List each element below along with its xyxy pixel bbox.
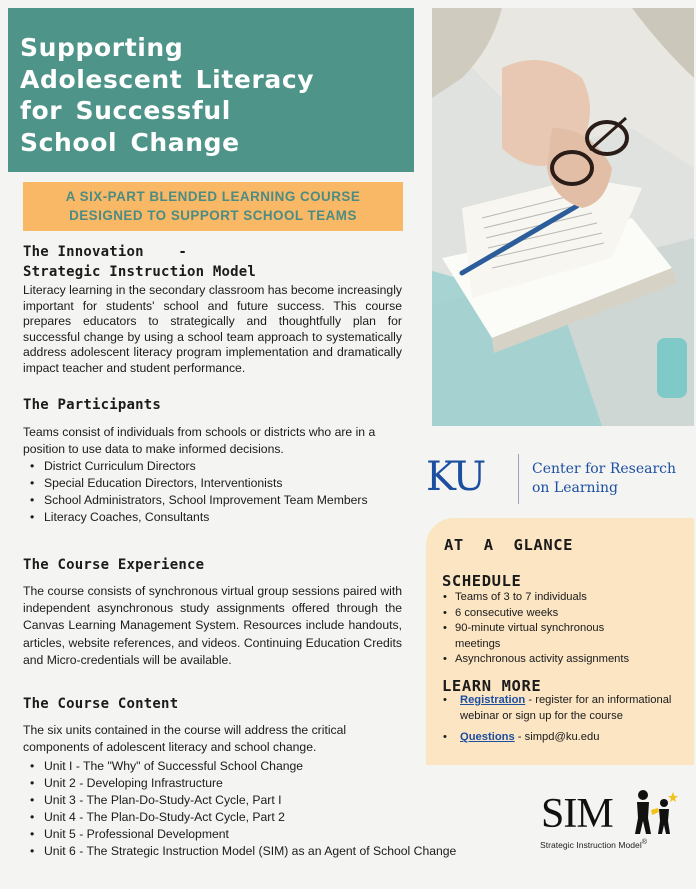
title-line: Adolescent Literacy (20, 64, 315, 94)
ku-letters: KU (426, 454, 485, 500)
sim-word: SIM (541, 791, 613, 837)
experience-heading: The Course Experience (23, 557, 205, 573)
schedule-list (442, 590, 690, 668)
logo-divider (518, 454, 519, 504)
innovation-subheading: Strategic Instruction Model (23, 264, 256, 280)
sim-logo (531, 780, 688, 864)
ku-logo (426, 452, 688, 508)
participants-list (30, 458, 410, 526)
registration-link[interactable]: Registration (460, 694, 526, 706)
list-item: • School Administrators, School Improvement Team Members (30, 492, 370, 509)
innovation-body: Literacy learning in the secondary classroom has become increasingly important for students' school and future success. This course prepares educators to strategically and thoughtfully plan for successful change by using a school team approach to systematically address adolescent literacy program implementation and dramatically impact teacher and student performance. (23, 283, 402, 375)
list-item: • Unit 2 - Developing Infrastructure (30, 775, 500, 792)
list-item: • Unit 3 - The Plan-Do-Study-Act Cycle, Part I (30, 792, 500, 809)
subtitle-line: DESIGNED TO SUPPORT SCHOOL TEAMS (69, 208, 357, 223)
list-item: • 90-minute virtual synchronous meetings (442, 621, 652, 652)
list-item: • District Curriculum Directors (30, 458, 410, 475)
title-banner (8, 8, 414, 172)
sim-tagline-text: Strategic Instruction Model (540, 839, 642, 850)
units-list (30, 758, 500, 860)
content-body: The six units contained in the course will address the critical components of adolescent literacy and school change. (23, 723, 347, 754)
registered-mark: ® (641, 838, 648, 846)
learn-more-list (442, 693, 690, 746)
list-item: • Unit 6 - The Strategic Instruction Model (SIM) as an Agent of School Change (30, 843, 490, 860)
title-line: for Successful (20, 96, 231, 125)
sim-tagline (540, 838, 647, 850)
list-item: • 6 consecutive weeks (442, 606, 690, 622)
photo-illustration (432, 8, 694, 426)
registration-text: - register for an informational webinar or sign up for the course (460, 694, 672, 722)
ku-center-line: on Learning (532, 480, 618, 496)
list-item: • Unit 5 - Professional Development (30, 826, 500, 843)
questions-text: - simpd@ku.edu (514, 731, 600, 744)
list-item: • Teams of 3 to 7 individuals (442, 590, 690, 606)
list-item: • Asynchronous activity assignments (442, 652, 690, 668)
ku-center-name (532, 460, 676, 498)
hero-photo (432, 8, 694, 426)
ku-center-line: Center for Research (532, 461, 677, 477)
list-item (442, 693, 690, 724)
title-line: Supporting (20, 33, 184, 62)
glance-title: AT A GLANCE (444, 536, 574, 554)
page-title (20, 32, 404, 158)
content-heading: The Course Content (23, 696, 179, 712)
questions-link[interactable]: Questions (460, 731, 515, 744)
list-item: • Unit 4 - The Plan-Do-Study-Act Cycle, Part 2 (30, 809, 500, 826)
learn-more-heading: LEARN MORE (442, 677, 542, 695)
list-item: • Unit I - The "Why" of Successful School Change (30, 758, 500, 775)
participants-heading: The Participants (23, 397, 162, 413)
schedule-heading: SCHEDULE (442, 572, 522, 590)
experience-body: The course consists of synchronous virtual group sessions paired with independent asynchronous study assignments offered through the Canvas Learning Management System. Resources include handouts, articles, website references, and videos. Continuing Education Credits and Micro-credentials will be available. (23, 584, 402, 667)
subtitle-banner (23, 182, 403, 231)
title-line: School Change (20, 127, 240, 157)
subtitle-line: A SIX-PART BLENDED LEARNING COURSE (65, 189, 361, 204)
innovation-heading: The Innovation - (23, 244, 187, 260)
list-item: • Literacy Coaches, Consultants (30, 509, 410, 526)
list-item (442, 730, 690, 746)
sim-figures-icon (631, 788, 679, 836)
participants-body: Teams consist of individuals from schools or districts who are in a position to use data to make informed decisions. (23, 425, 376, 456)
list-item: • Special Education Directors, Interventionists (30, 475, 410, 492)
